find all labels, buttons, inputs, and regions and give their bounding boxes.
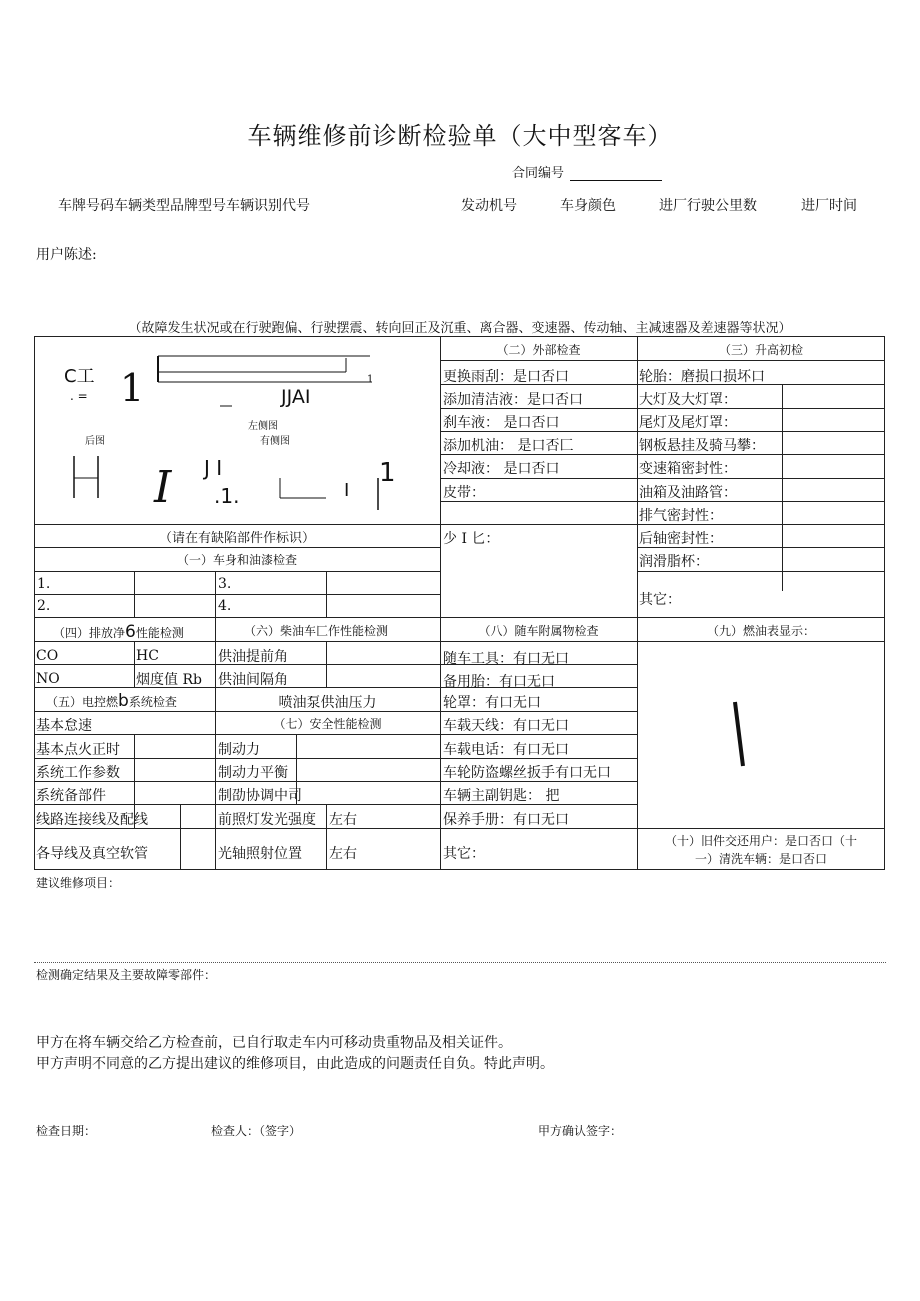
v-line-lower-mid bbox=[215, 617, 216, 870]
exterior-header: （二）外部检查 bbox=[496, 343, 581, 357]
fuel-gauge-needle[interactable] bbox=[725, 698, 755, 772]
acc-row-manual[interactable]: 保养手册：有口无口 bbox=[443, 812, 569, 828]
dotted-divider bbox=[34, 962, 886, 963]
lift-row-rear-axle[interactable]: 后轴密封性： bbox=[639, 531, 723, 547]
label-back-view: 后图 bbox=[85, 436, 105, 447]
ecu-row-wiring[interactable]: 线路连接线及配线 bbox=[36, 812, 148, 828]
safety-beam-lr[interactable]: 左右 bbox=[329, 846, 357, 862]
lift-row-suspension[interactable]: 钢板悬挂及骑马攀： bbox=[639, 438, 765, 454]
diesel-row-interval[interactable]: 供油间隔角 bbox=[218, 672, 288, 688]
vehicle-header-time: 进厂时间 bbox=[801, 198, 857, 214]
fuel-header: （九）燃油表显示： bbox=[706, 624, 815, 638]
old-parts-line1[interactable]: （十）旧件交还用户：是口否口（十 bbox=[664, 834, 857, 848]
diagram-mark-bar: I bbox=[344, 480, 350, 501]
body-item-4[interactable]: 4. bbox=[218, 598, 232, 614]
lift-row-tyre[interactable]: 轮胎：磨损口损坏口 bbox=[639, 369, 765, 385]
ecu-header-a: （五）电控燃 bbox=[46, 695, 119, 709]
label-right-view: 有侧图 bbox=[260, 436, 290, 447]
exterior-row-belt[interactable]: 皮带： bbox=[443, 485, 485, 501]
h-line-body-row1 bbox=[34, 594, 440, 595]
v-line-ecu-2 bbox=[180, 804, 181, 870]
safety-row-beam[interactable]: 光轴照射位置 bbox=[218, 846, 302, 862]
declaration-line-2: 甲方声明不同意的乙方提出建议的维修项目，由此造成的问题责任自负。特此声明。 bbox=[36, 1056, 554, 1072]
h-line-headers bbox=[440, 360, 885, 361]
safety-row-brake-coord[interactable]: 制劭协调中司 bbox=[218, 788, 302, 804]
v-line-right bbox=[637, 336, 638, 870]
ecu-row-parts[interactable]: 系统备部件 bbox=[36, 788, 106, 804]
h-line-body-header-bottom bbox=[34, 571, 440, 572]
lift-row-exhaust[interactable]: 排气密封性： bbox=[639, 508, 723, 524]
contract-number-line[interactable] bbox=[570, 168, 662, 181]
label-left-view: 左侧图 bbox=[248, 421, 278, 432]
body-item-3[interactable]: 3. bbox=[218, 576, 232, 592]
diesel-header-b: 匚作性能检测 bbox=[316, 624, 389, 638]
lift-row-taillamp[interactable]: 尾灯及尾灯罩： bbox=[639, 415, 737, 431]
diagram-mark-c: C工 bbox=[64, 366, 95, 387]
diagram-mark-dash: . = bbox=[70, 389, 88, 403]
h-line-row9 bbox=[637, 571, 885, 572]
body-item-1[interactable]: 1. bbox=[37, 576, 51, 592]
acc-row-other[interactable]: 其它： bbox=[443, 846, 485, 862]
vehicle-header-color: 车身颜色 bbox=[560, 198, 616, 214]
h-line-hint-bottom bbox=[34, 547, 440, 548]
exterior-row-brake[interactable]: 刹车液： 是口否口 bbox=[443, 415, 560, 431]
ecu-row-hoses[interactable]: 各导线及真空软管 bbox=[36, 846, 148, 862]
acc-row-spare[interactable]: 备用胎：有口无口 bbox=[443, 674, 555, 690]
v-line-safety-lr bbox=[326, 804, 327, 870]
exterior-row-misc[interactable]: 少 I 匕： bbox=[443, 531, 500, 547]
inspection-date-label[interactable]: 检查日期： bbox=[36, 1124, 97, 1138]
diesel-header bbox=[244, 622, 388, 639]
suggest-label: 建议维修项目： bbox=[36, 876, 121, 890]
diagram-mark-one: 1 bbox=[120, 366, 145, 410]
result-label: 检测确定结果及主要故障零部件： bbox=[36, 968, 217, 982]
vehicle-header-plate: 车牌号码车辆类型品牌型号车辆识别代号 bbox=[58, 198, 310, 214]
emission-co[interactable]: CO bbox=[36, 648, 59, 664]
v-line-body-1 bbox=[134, 571, 135, 617]
lift-header: （三）升高初检 bbox=[718, 343, 803, 357]
declaration-line-1: 甲方在将车辆交给乙方检查前，已自行取走车内可移动贵重物品及相关证件。 bbox=[36, 1035, 512, 1051]
diagram-mark-jjai: JJAI bbox=[281, 386, 311, 408]
diesel-header-a: （六）柴油车 bbox=[244, 624, 317, 638]
lift-row-gearbox[interactable]: 变速箱密封性： bbox=[639, 461, 737, 477]
safety-header: （七）安全性能检测 bbox=[273, 717, 382, 731]
acc-row-tools[interactable]: 随车工具：有口无口 bbox=[443, 651, 569, 667]
ecu-header bbox=[46, 691, 177, 711]
ecu-header-c: 系统检查 bbox=[128, 695, 177, 709]
ecu-row-ignition[interactable]: 基本点火正时 bbox=[36, 742, 120, 758]
acc-row-wheel-cover[interactable]: 轮罩：有口无口 bbox=[443, 695, 541, 711]
v-line-lift-values bbox=[782, 384, 783, 591]
exterior-row-washer[interactable]: 添加清洁液：是口否口 bbox=[443, 392, 583, 408]
body-item-2[interactable]: 2. bbox=[37, 598, 51, 614]
v-line-center bbox=[440, 336, 441, 870]
safety-headlight-lr[interactable]: 左右 bbox=[329, 812, 357, 828]
bus-side-outline bbox=[150, 352, 380, 412]
old-parts-line2[interactable]: 一）清洗车辆：是口否口 bbox=[694, 852, 827, 866]
vehicle-header-mileage: 进厂行驶公里数 bbox=[659, 198, 757, 214]
emission-header-c: 性能检测 bbox=[135, 626, 184, 640]
contract-number-label: 合同编号 bbox=[512, 166, 565, 181]
emission-smoke[interactable]: 烟度值 Rb bbox=[136, 672, 202, 688]
diagram-hint: （请在有缺陷部件作标识） bbox=[158, 531, 315, 546]
lift-row-headlamp[interactable]: 大灯及大灯罩： bbox=[639, 392, 737, 408]
diagram-small-one: 1 bbox=[367, 374, 374, 385]
emission-header-a: （四）排放净 bbox=[53, 626, 126, 640]
diagram-mark-dot1: .1. bbox=[214, 484, 240, 508]
ecu-row-idle[interactable]: 基本怠速 bbox=[36, 718, 92, 734]
ecu-row-params[interactable]: 系统工作参数 bbox=[36, 765, 120, 781]
ecu-header-b: b bbox=[118, 691, 129, 711]
fault-note: （故障发生状况或在行驶跑偏、行驶摆震、转向回正及沉重、离合器、变速器、传动轴、主减速器及差速器等状况） bbox=[128, 321, 792, 336]
diagram-mark-slash: I bbox=[154, 462, 172, 513]
diagram-mark-one-b: 1 bbox=[379, 458, 396, 488]
emission-no[interactable]: NO bbox=[36, 671, 60, 687]
accessories-header: （八）随车附属物检查 bbox=[478, 624, 599, 638]
page-title: 车辆维修前诊断检验单（大中型客车） bbox=[247, 122, 673, 150]
diesel-row-advance[interactable]: 供油提前角 bbox=[218, 649, 288, 665]
inspector-label[interactable]: 检查人：（签字） bbox=[211, 1124, 302, 1138]
safety-row-brake-balance[interactable]: 制动力平衡 bbox=[218, 765, 288, 781]
vehicle-header-engine: 发动机号 bbox=[461, 198, 517, 214]
contract-number-field[interactable] bbox=[512, 162, 662, 181]
lift-row-grease[interactable]: 润滑脂杯： bbox=[639, 554, 709, 570]
h-line-lower-top bbox=[34, 617, 885, 618]
h-line-diagram-bottom bbox=[34, 524, 440, 525]
diagram-mark-j: J I bbox=[204, 456, 223, 480]
diesel-row-pressure[interactable]: 喷油泵供油压力 bbox=[278, 695, 377, 711]
emission-hc[interactable]: HC bbox=[136, 648, 159, 664]
v-line-body-3 bbox=[326, 571, 327, 617]
body-check-header: （一）车身和油漆检查 bbox=[176, 553, 297, 567]
lift-row-other[interactable]: 其它： bbox=[639, 592, 681, 608]
acc-row-phone[interactable]: 车载电话：有口无口 bbox=[443, 742, 569, 758]
emission-header bbox=[53, 622, 184, 642]
safety-row-headlight[interactable]: 前照灯发光强度 bbox=[218, 812, 316, 828]
exterior-row-coolant[interactable]: 冷却液： 是口否口 bbox=[443, 461, 560, 477]
v-line-diesel-val bbox=[326, 641, 327, 687]
v-line-body-2 bbox=[215, 571, 216, 617]
acc-row-keys[interactable]: 车辆主副钥匙： 把 bbox=[443, 788, 560, 804]
exterior-row-oil[interactable]: 添加机油： 是口否匚 bbox=[443, 438, 574, 454]
exterior-row-wiper[interactable]: 更换雨刮：是口否口 bbox=[443, 369, 569, 385]
lift-row-fuel-tank[interactable]: 油箱及油路管： bbox=[639, 485, 737, 501]
acc-row-antenna[interactable]: 车载天线：有口无口 bbox=[443, 718, 569, 734]
v-line-emission-1 bbox=[134, 641, 135, 687]
user-description-label: 用户陈述: bbox=[36, 247, 97, 263]
safety-row-brake-force[interactable]: 制动力 bbox=[218, 742, 260, 758]
party-a-confirm-label[interactable]: 甲方确认签字： bbox=[538, 1124, 623, 1138]
acc-row-lock-wrench[interactable]: 车轮防盗螺丝扳手有口无口 bbox=[443, 765, 611, 781]
emission-header-b: 6 bbox=[125, 622, 136, 642]
h-line-row5 bbox=[440, 478, 885, 479]
